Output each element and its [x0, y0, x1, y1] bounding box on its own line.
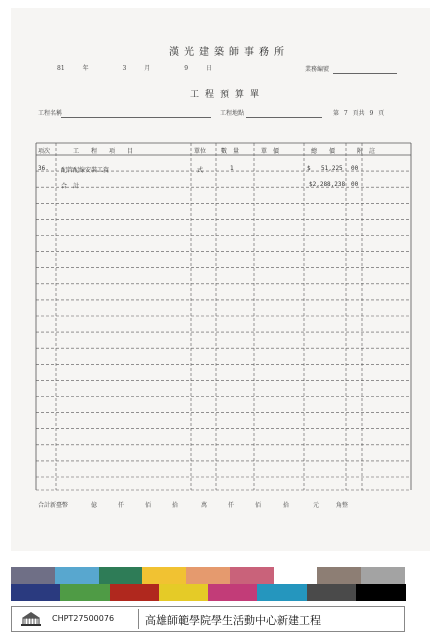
color-swatch: [60, 584, 110, 601]
color-swatch: [257, 584, 307, 601]
page-info: 第 7 頁共 9 頁: [333, 110, 385, 117]
building-seal-icon: [15, 609, 47, 629]
unit-bai-2: 佰: [255, 502, 262, 509]
row-unit: 式: [197, 167, 204, 174]
caption-divider: [138, 609, 139, 629]
row-total: $2,288,238: [309, 181, 346, 188]
color-swatch: [159, 584, 209, 601]
col-header-unit: 單位: [194, 148, 207, 155]
table-grid: [11, 8, 430, 551]
row-total-cents: 00: [351, 165, 359, 172]
col-header-note: 附 註: [357, 148, 376, 155]
unit-bai-1: 佰: [145, 502, 152, 509]
color-swatch: [142, 567, 186, 584]
date-month: 3: [122, 65, 127, 72]
col-header-unit-price: 單 價: [261, 148, 280, 155]
row-item: 36.: [38, 165, 49, 172]
unit-jiao: 角整: [336, 502, 349, 509]
row-total-cents: 00: [351, 181, 359, 188]
color-swatch: [186, 567, 230, 584]
col-header-item: 項次: [38, 148, 51, 155]
project-location-label: 工程地點: [220, 110, 245, 117]
color-swatch: [274, 567, 318, 584]
date-year-unit: 年: [82, 65, 89, 72]
row-description: 合 計: [61, 183, 80, 190]
color-swatch: [99, 567, 143, 584]
color-swatch: [317, 567, 361, 584]
unit-wan: 萬: [201, 502, 208, 509]
color-swatch: [230, 567, 274, 584]
color-swatch: [11, 584, 61, 601]
color-swatch: [307, 584, 357, 601]
unit-yi: 億: [91, 502, 98, 509]
color-swatch: [110, 584, 160, 601]
row-description: 配管配線安裝工資: [61, 167, 110, 174]
col-header-description: 工 程 項 目: [73, 148, 134, 155]
color-swatch: [55, 567, 99, 584]
color-swatch: [356, 584, 406, 601]
color-swatch: [208, 584, 258, 601]
date-month-unit: 月: [144, 65, 151, 72]
total-in-words-label: 合計新臺幣: [38, 502, 69, 509]
row-total: 51,225: [321, 165, 343, 172]
unit-qian-1: 仟: [118, 502, 125, 509]
col-header-qty: 數 量: [221, 148, 240, 155]
office-name: 漢光建築師事務所: [169, 47, 289, 58]
unit-shi-1: 拾: [172, 502, 179, 509]
date-day: 9: [184, 65, 189, 72]
budget-sheet: [11, 8, 430, 551]
form-title: 工程預算單: [190, 90, 266, 100]
archive-id: CHPT27500076: [52, 614, 115, 623]
row-total-prefix: $: [307, 165, 311, 172]
ref-label: 業務編號: [305, 66, 330, 73]
date-day-unit: 日: [205, 65, 212, 72]
color-swatch: [361, 567, 405, 584]
color-calibration-strip: [11, 567, 405, 601]
unit-yuan: 元: [313, 502, 320, 509]
date-year: 81: [57, 65, 65, 72]
unit-qian-2: 仟: [228, 502, 235, 509]
col-header-total: 總 價: [311, 148, 336, 155]
archive-title: 高雄師範學院學生活動中心新建工程: [145, 614, 321, 627]
color-swatch: [11, 567, 55, 584]
row-qty: 1: [230, 165, 234, 172]
unit-shi-2: 拾: [283, 502, 290, 509]
project-name-label: 工程名稱: [38, 110, 63, 117]
archive-caption: [11, 606, 405, 632]
